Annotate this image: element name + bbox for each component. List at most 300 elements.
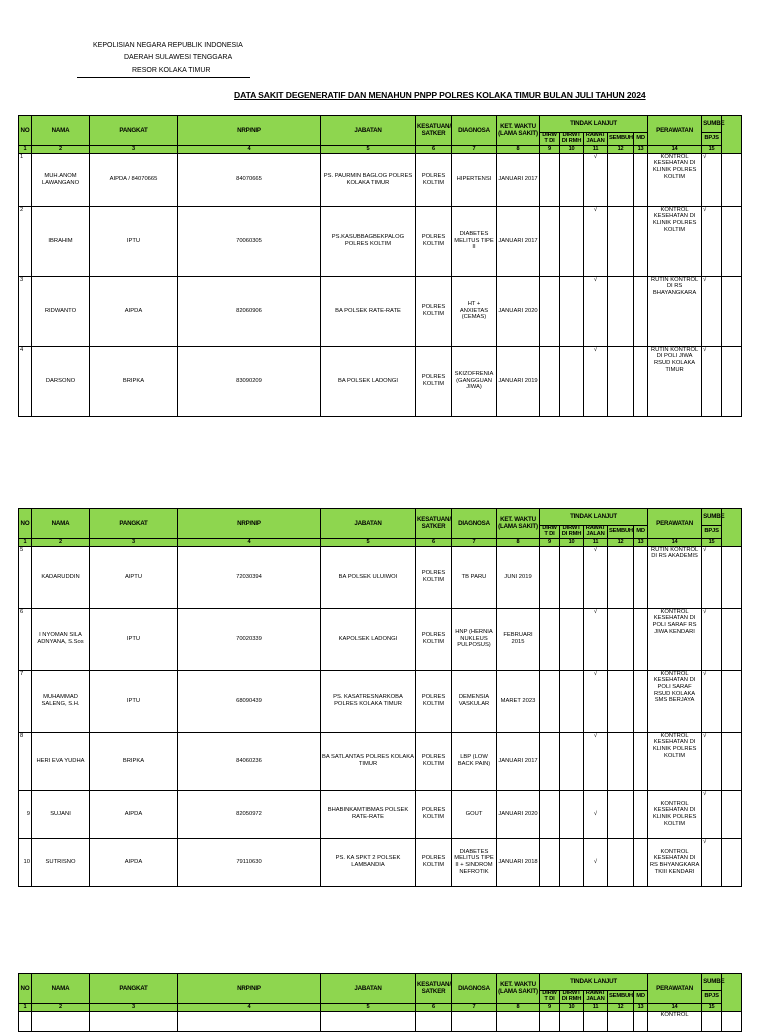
cell-pangkat: AIPDA <box>90 790 178 838</box>
cell-diagnosa: HNP (HERNIA NUKLEUS PULPOSUS) <box>452 608 497 670</box>
cell-rawat-jalan-check: √ <box>584 838 608 886</box>
cell-ket-waktu: JANUARI 2017 <box>497 153 540 206</box>
cell-no: 3 <box>19 276 32 346</box>
col-header-pangkat: PANGKAT <box>90 509 178 539</box>
cell-rawat-jalan-check: √ <box>584 546 608 608</box>
col-header-nama: NAMA <box>32 509 90 539</box>
cell-perawatan: KONTROL KESEHATAN DI POLI SARAF RSUD KOLAKA SMS BERJAYA <box>648 670 702 732</box>
cell-nama: SUJANI <box>32 790 90 838</box>
col-number: 9 <box>540 538 560 546</box>
header-row-main <box>19 116 742 133</box>
cell-blank <box>32 1011 90 1031</box>
letterhead-line-institution: KEPOLISIAN NEGARA REPUBLIK INDONESIA <box>93 42 243 49</box>
col-number: 10 <box>560 538 584 546</box>
col-header-sumber: SUMBE <box>702 116 722 133</box>
cell-dirwt-di <box>540 546 560 608</box>
cell-kesatuan: POLRES KOLTIM <box>416 838 452 886</box>
cell-pangkat: AIPDA / 84070665 <box>90 153 178 206</box>
col-number: 1 <box>19 538 32 546</box>
cell-kesatuan: POLRES KOLTIM <box>416 276 452 346</box>
cell-nama: MUH.ANOM LAWANGANO <box>32 153 90 206</box>
cell-diagnosa: TB PARU <box>452 546 497 608</box>
col-header-perawatan: PERAWATAN <box>648 509 702 539</box>
col-header-bpjs: BPJS <box>702 991 722 1004</box>
cell-perawatan: RUTIN KONTROL DI POLI JIWA RSUD KOLAKA TIMUR <box>648 346 702 416</box>
data-table-page-1 <box>18 115 742 417</box>
cell-blank <box>634 1011 648 1031</box>
col-number: 3 <box>90 538 178 546</box>
cell-blank <box>497 1011 540 1031</box>
header-row-numbers <box>19 1003 742 1011</box>
col-number: 8 <box>497 538 540 546</box>
col-number: 6 <box>416 538 452 546</box>
cell-diagnosa: HT + ANXIETAS (CEMAS) <box>452 276 497 346</box>
cell-no: 1 <box>19 153 32 206</box>
col-number: 8 <box>497 1003 540 1011</box>
cell-pangkat: BRIPKA <box>90 732 178 790</box>
cell-kesatuan: POLRES KOLTIM <box>416 546 452 608</box>
col-number: 13 <box>634 145 648 153</box>
cell-bpjs-check: √ <box>702 838 722 886</box>
cell-dirwt-di <box>540 346 560 416</box>
col-number: 6 <box>416 1003 452 1011</box>
cell-sembuh <box>608 608 634 670</box>
cell-dirwt-di-rmh <box>560 732 584 790</box>
col-header-ket-waktu: KET. WAKTU (LAMA SAKIT) <box>497 509 540 539</box>
col-header-dirwt-di-rmh: DIRWT DI RMH <box>560 526 584 539</box>
cell-md <box>634 546 648 608</box>
cell-dirwt-di-rmh <box>560 276 584 346</box>
cell-md <box>634 153 648 206</box>
cell-pangkat: IPTU <box>90 608 178 670</box>
cell-jabatan: BA SATLANTAS POLRES KOLAKA TIMUR <box>321 732 416 790</box>
cell-dirwt-di <box>540 153 560 206</box>
col-number: 4 <box>178 145 321 153</box>
table-row <box>19 1011 742 1031</box>
cell-dirwt-di-rmh <box>560 546 584 608</box>
col-header-jabatan: JABATAN <box>321 974 416 1004</box>
col-header-rawat-jalan: RAWAT JALAN <box>584 991 608 1004</box>
col-header-dirwt-di-rmh: DIRWT DI RMH <box>560 991 584 1004</box>
cell-pangkat: IPTU <box>90 670 178 732</box>
cell-nama: KADARUDDIN <box>32 546 90 608</box>
cell-blank <box>722 838 742 886</box>
cell-bpjs-check: √ <box>702 546 722 608</box>
cell-ket-waktu: JUNI 2019 <box>497 546 540 608</box>
table-row <box>19 546 742 608</box>
col-header-dirwt-di: DIRW T DI <box>540 526 560 539</box>
table-row <box>19 838 742 886</box>
cell-ket-waktu: FEBRUARI 2015 <box>497 608 540 670</box>
col-header-kesatuan: KESATUAN/ SATKER <box>416 974 452 1004</box>
data-table-page-3 <box>18 973 742 1032</box>
col-number: 14 <box>648 1003 702 1011</box>
col-number: 12 <box>608 538 634 546</box>
cell-diagnosa: DIABETES MELITUS TIPE II + SINDROM NEFROTIK <box>452 838 497 886</box>
col-number: 1 <box>19 1003 32 1011</box>
cell-ket-waktu: MARET 2023 <box>497 670 540 732</box>
cell-no: 5 <box>19 546 32 608</box>
col-number: 15 <box>702 145 722 153</box>
header-filler <box>722 974 742 1012</box>
col-header-no: NO <box>19 116 32 146</box>
cell-md <box>634 276 648 346</box>
col-header-md: MD <box>634 133 648 146</box>
cell-blank <box>90 1011 178 1031</box>
col-number: 3 <box>90 1003 178 1011</box>
cell-md <box>634 206 648 276</box>
cell-no: 2 <box>19 206 32 276</box>
col-number: 4 <box>178 538 321 546</box>
cell-bpjs-check: √ <box>702 346 722 416</box>
col-number: 9 <box>540 145 560 153</box>
cell-no: 10 <box>19 838 32 886</box>
cell-nama: HERI EVA YUDHA <box>32 732 90 790</box>
col-number: 11 <box>584 538 608 546</box>
cell-dirwt-di-rmh <box>560 608 584 670</box>
cell-kesatuan: POLRES KOLTIM <box>416 790 452 838</box>
cell-dirwt-di <box>540 670 560 732</box>
col-header-sumber: SUMBE <box>702 974 722 991</box>
cell-sembuh <box>608 838 634 886</box>
cell-nama: I NYOMAN SILA ADNYANA, S.Sos <box>32 608 90 670</box>
table-row <box>19 608 742 670</box>
table-row <box>19 276 742 346</box>
cell-pangkat: AIPDA <box>90 838 178 886</box>
cell-blank <box>560 1011 584 1031</box>
cell-rawat-jalan-check: √ <box>584 346 608 416</box>
cell-dirwt-di <box>540 732 560 790</box>
cell-dirwt-di-rmh <box>560 206 584 276</box>
col-header-dirwt-di-rmh: DIRWT DI RMH <box>560 133 584 146</box>
cell-blank <box>702 1011 722 1031</box>
cell-blank <box>722 670 742 732</box>
cell-blank <box>722 732 742 790</box>
col-number: 12 <box>608 1003 634 1011</box>
cell-md <box>634 790 648 838</box>
cell-blank <box>584 1011 608 1031</box>
col-header-md: MD <box>634 991 648 1004</box>
cell-blank <box>540 1011 560 1031</box>
col-header-ket-waktu: KET. WAKTU (LAMA SAKIT) <box>497 974 540 1004</box>
col-number: 7 <box>452 145 497 153</box>
col-number: 13 <box>634 1003 648 1011</box>
col-header-dirwt-di: DIRW T DI <box>540 133 560 146</box>
cell-no: 4 <box>19 346 32 416</box>
cell-dirwt-di <box>540 608 560 670</box>
cell-blank <box>722 608 742 670</box>
cell-perawatan: KONTROL KESEHATAN DI KLINIK POLRES KOLTIM <box>648 790 702 838</box>
cell-no: 7 <box>19 670 32 732</box>
cell-nrp: 84070665 <box>178 153 321 206</box>
cell-nrp: 70060305 <box>178 206 321 276</box>
table-row <box>19 732 742 790</box>
col-number: 15 <box>702 538 722 546</box>
col-header-sumber: SUMBE <box>702 509 722 526</box>
header-row-numbers <box>19 538 742 546</box>
cell-md <box>634 608 648 670</box>
cell-rawat-jalan-check: √ <box>584 153 608 206</box>
cell-blank <box>722 1011 742 1031</box>
col-header-jabatan: JABATAN <box>321 509 416 539</box>
cell-pangkat: BRIPKA <box>90 346 178 416</box>
col-header-bpjs: BPJS <box>702 526 722 539</box>
cell-nrp: 70020339 <box>178 608 321 670</box>
cell-kesatuan: POLRES KOLTIM <box>416 732 452 790</box>
cell-perawatan: KONTROL KESEHATAN DI RS BHYANGKARA TKIII KENDARI <box>648 838 702 886</box>
col-number: 3 <box>90 145 178 153</box>
cell-diagnosa: DEMENSIA VASKULAR <box>452 670 497 732</box>
col-header-dirwt-di: DIRW T DI <box>540 991 560 1004</box>
cell-blank <box>321 1011 416 1031</box>
cell-jabatan: PS. KASATRESNARKOBA POLRES KOLAKA TIMUR <box>321 670 416 732</box>
cell-jabatan: BA POLSEK RATE-RATE <box>321 276 416 346</box>
cell-blank <box>722 346 742 416</box>
col-header-no: NO <box>19 509 32 539</box>
cell-nrp: 79110630 <box>178 838 321 886</box>
header-filler <box>722 509 742 547</box>
cell-pangkat: IPTU <box>90 206 178 276</box>
cell-nrp: 72030394 <box>178 546 321 608</box>
col-number: 2 <box>32 145 90 153</box>
col-header-diagnosa: DIAGNOSA <box>452 116 497 146</box>
col-number: 12 <box>608 145 634 153</box>
col-number: 5 <box>321 1003 416 1011</box>
col-number: 10 <box>560 1003 584 1011</box>
cell-diagnosa: DIABETES MELITUS TIPE II <box>452 206 497 276</box>
cell-kesatuan: POLRES KOLTIM <box>416 670 452 732</box>
cell-nama: SUTRISNO <box>32 838 90 886</box>
table-row <box>19 206 742 276</box>
col-number: 2 <box>32 538 90 546</box>
col-header-kesatuan: KESATUAN/ SATKER <box>416 116 452 146</box>
col-number: 8 <box>497 145 540 153</box>
col-header-nama: NAMA <box>32 974 90 1004</box>
cell-jabatan: BA POLSEK LADONGI <box>321 346 416 416</box>
cell-dirwt-di <box>540 276 560 346</box>
cell-diagnosa: HIPERTENSI <box>452 153 497 206</box>
cell-sembuh <box>608 153 634 206</box>
letterhead-line-region: DAERAH SULAWESI TENGGARA <box>124 54 233 61</box>
cell-nrp: 68090439 <box>178 670 321 732</box>
cell-jabatan: KAPOLSEK LADONGI <box>321 608 416 670</box>
header-filler <box>722 116 742 154</box>
col-header-rawat-jalan: RAWAT JALAN <box>584 526 608 539</box>
col-header-tindak-lanjut: TINDAK LANJUT <box>540 509 648 526</box>
col-number: 10 <box>560 145 584 153</box>
cell-nama: DARSONO <box>32 346 90 416</box>
cell-nama: IBRAHIM <box>32 206 90 276</box>
cell-jabatan: PS. PAURMIN BAGLOG POLRES KOLAKA TIMUR <box>321 153 416 206</box>
cell-sembuh <box>608 670 634 732</box>
col-header-nrp: NRP/NIP <box>178 509 321 539</box>
cell-blank <box>722 790 742 838</box>
table-row <box>19 346 742 416</box>
cell-kesatuan: POLRES KOLTIM <box>416 153 452 206</box>
col-header-pangkat: PANGKAT <box>90 974 178 1004</box>
table-row <box>19 670 742 732</box>
cell-blank <box>452 1011 497 1031</box>
col-number: 11 <box>584 145 608 153</box>
col-number: 4 <box>178 1003 321 1011</box>
cell-dirwt-di-rmh <box>560 838 584 886</box>
letterhead-line-unit: RESOR KOLAKA TIMUR <box>132 67 211 74</box>
cell-blank <box>19 1011 32 1031</box>
cell-dirwt-di-rmh <box>560 790 584 838</box>
cell-dirwt-di-rmh <box>560 153 584 206</box>
col-header-diagnosa: DIAGNOSA <box>452 509 497 539</box>
cell-rawat-jalan-check: √ <box>584 732 608 790</box>
col-number: 2 <box>32 1003 90 1011</box>
cell-blank <box>722 153 742 206</box>
cell-blank <box>722 276 742 346</box>
cell-bpjs-check: √ <box>702 732 722 790</box>
col-header-nrp: NRP/NIP <box>178 974 321 1004</box>
col-header-perawatan: PERAWATAN <box>648 974 702 1004</box>
col-number: 14 <box>648 145 702 153</box>
col-number: 13 <box>634 538 648 546</box>
col-header-bpjs: BPJS <box>702 133 722 146</box>
table-row <box>19 790 742 838</box>
col-header-tindak-lanjut: TINDAK LANJUT <box>540 116 648 133</box>
cell-kesatuan: POLRES KOLTIM <box>416 608 452 670</box>
cell-kesatuan: POLRES KOLTIM <box>416 206 452 276</box>
col-number: 15 <box>702 1003 722 1011</box>
cell-blank <box>722 546 742 608</box>
cell-rawat-jalan-check: √ <box>584 790 608 838</box>
col-number: 14 <box>648 538 702 546</box>
cell-ket-waktu: JANUARI 2020 <box>497 790 540 838</box>
cell-sembuh <box>608 790 634 838</box>
header-row-numbers <box>19 145 742 153</box>
col-header-diagnosa: DIAGNOSA <box>452 974 497 1004</box>
cell-dirwt-di-rmh <box>560 346 584 416</box>
cell-nrp: 83090209 <box>178 346 321 416</box>
cell-nrp: 82050972 <box>178 790 321 838</box>
cell-dirwt-di-rmh <box>560 670 584 732</box>
cell-perawatan: KONTROL KESEHATAN DI KLINIK POLRES KOLTIM <box>648 153 702 206</box>
col-number: 7 <box>452 538 497 546</box>
cell-nrp: 84060236 <box>178 732 321 790</box>
cell-sembuh <box>608 546 634 608</box>
cell-diagnosa: GOUT <box>452 790 497 838</box>
cell-bpjs-check: √ <box>702 206 722 276</box>
cell-perawatan: RUTIN KONTROL DI RS AKADEMIS <box>648 546 702 608</box>
cell-no: 6 <box>19 608 32 670</box>
cell-jabatan: PS.KASUBBAGBEKPALOG POLRES KOLTIM <box>321 206 416 276</box>
cell-rawat-jalan-check: √ <box>584 276 608 346</box>
cell-blank <box>608 1011 634 1031</box>
col-number: 7 <box>452 1003 497 1011</box>
cell-jabatan: BA POLSEK ULUIWOI <box>321 546 416 608</box>
cell-nama: RIDWANTO <box>32 276 90 346</box>
col-header-jabatan: JABATAN <box>321 116 416 146</box>
cell-bpjs-check: √ <box>702 276 722 346</box>
cell-nama: MUHAMMAD SALENG, S.H. <box>32 670 90 732</box>
col-number: 9 <box>540 1003 560 1011</box>
cell-jabatan: PS. KA SPKT 2 POLSEK LAMBANDIA <box>321 838 416 886</box>
col-number: 5 <box>321 145 416 153</box>
data-table-page-2 <box>18 508 742 887</box>
cell-ket-waktu: JANUARI 2017 <box>497 206 540 276</box>
cell-rawat-jalan-check: √ <box>584 670 608 732</box>
cell-nrp: 82060906 <box>178 276 321 346</box>
cell-perawatan: KONTROL KESEHATAN DI POLI SARAF RS JIWA KENDARI <box>648 608 702 670</box>
cell-dirwt-di <box>540 206 560 276</box>
cell-diagnosa: LBP (LOW BACK PAIN) <box>452 732 497 790</box>
col-header-kesatuan: KESATUAN/ SATKER <box>416 509 452 539</box>
cell-pangkat: AIPTU <box>90 546 178 608</box>
col-number: 11 <box>584 1003 608 1011</box>
cell-blank <box>416 1011 452 1031</box>
cell-dirwt-di <box>540 838 560 886</box>
cell-diagnosa: SKIZOFRENIA (GANGGUAN JIWA) <box>452 346 497 416</box>
col-number: 1 <box>19 145 32 153</box>
cell-sembuh <box>608 732 634 790</box>
cell-sembuh <box>608 346 634 416</box>
letterhead-underline <box>77 77 250 78</box>
cell-blank <box>178 1011 321 1031</box>
cell-ket-waktu: JANUARI 2018 <box>497 838 540 886</box>
cell-perawatan: KONTROL KESEHATAN DI KLINIK POLRES KOLTIM <box>648 732 702 790</box>
cell-md <box>634 670 648 732</box>
col-header-tindak-lanjut: TINDAK LANJUT <box>540 974 648 991</box>
cell-rawat-jalan-check: √ <box>584 608 608 670</box>
cell-no: 9 <box>19 790 32 838</box>
col-header-nama: NAMA <box>32 116 90 146</box>
cell-dirwt-di <box>540 790 560 838</box>
cell-perawatan: KONTROL KESEHATAN DI KLINIK POLRES KOLTIM <box>648 206 702 276</box>
header-row-main <box>19 974 742 991</box>
cell-perawatan: RUTIN KONTROL DI RS BHAYANGKARA <box>648 276 702 346</box>
cell-sembuh <box>608 276 634 346</box>
col-header-perawatan: PERAWATAN <box>648 116 702 146</box>
cell-bpjs-check: √ <box>702 670 722 732</box>
col-header-md: MD <box>634 526 648 539</box>
cell-ket-waktu: JANUARI 2020 <box>497 276 540 346</box>
cell-bpjs-check: √ <box>702 608 722 670</box>
col-header-sembuh: SEMBUH <box>608 991 634 1004</box>
table-row <box>19 153 742 206</box>
col-header-nrp: NRP/NIP <box>178 116 321 146</box>
col-header-sembuh: SEMBUH <box>608 133 634 146</box>
cell-bpjs-check: √ <box>702 153 722 206</box>
cell-no: 8 <box>19 732 32 790</box>
cell-ket-waktu: JANUARI 2019 <box>497 346 540 416</box>
cell-pangkat: AIPDA <box>90 276 178 346</box>
cell-ket-waktu: JANUARI 2017 <box>497 732 540 790</box>
col-number: 6 <box>416 145 452 153</box>
col-header-sembuh: SEMBUH <box>608 526 634 539</box>
cell-md <box>634 838 648 886</box>
cell-bpjs-check: √ <box>702 790 722 838</box>
cell-blank <box>722 206 742 276</box>
cell-md <box>634 346 648 416</box>
cell-sembuh <box>608 206 634 276</box>
cell-md <box>634 732 648 790</box>
cell-jabatan: BHABINKAMTIBMAS POLSEK RATE-RATE <box>321 790 416 838</box>
col-header-rawat-jalan: RAWAT JALAN <box>584 133 608 146</box>
cell-kesatuan: POLRES KOLTIM <box>416 346 452 416</box>
letterhead <box>0 0 768 90</box>
col-number: 5 <box>321 538 416 546</box>
col-header-no: NO <box>19 974 32 1004</box>
document-title: DATA SAKIT DEGENERATIF DAN MENAHUN PNPP POLRES KOLAKA TIMUR BULAN JULI TAHUN 2024 <box>234 90 646 100</box>
header-row-main <box>19 509 742 526</box>
cell-rawat-jalan-check: √ <box>584 206 608 276</box>
col-header-ket-waktu: KET. WAKTU (LAMA SAKIT) <box>497 116 540 146</box>
col-header-pangkat: PANGKAT <box>90 116 178 146</box>
